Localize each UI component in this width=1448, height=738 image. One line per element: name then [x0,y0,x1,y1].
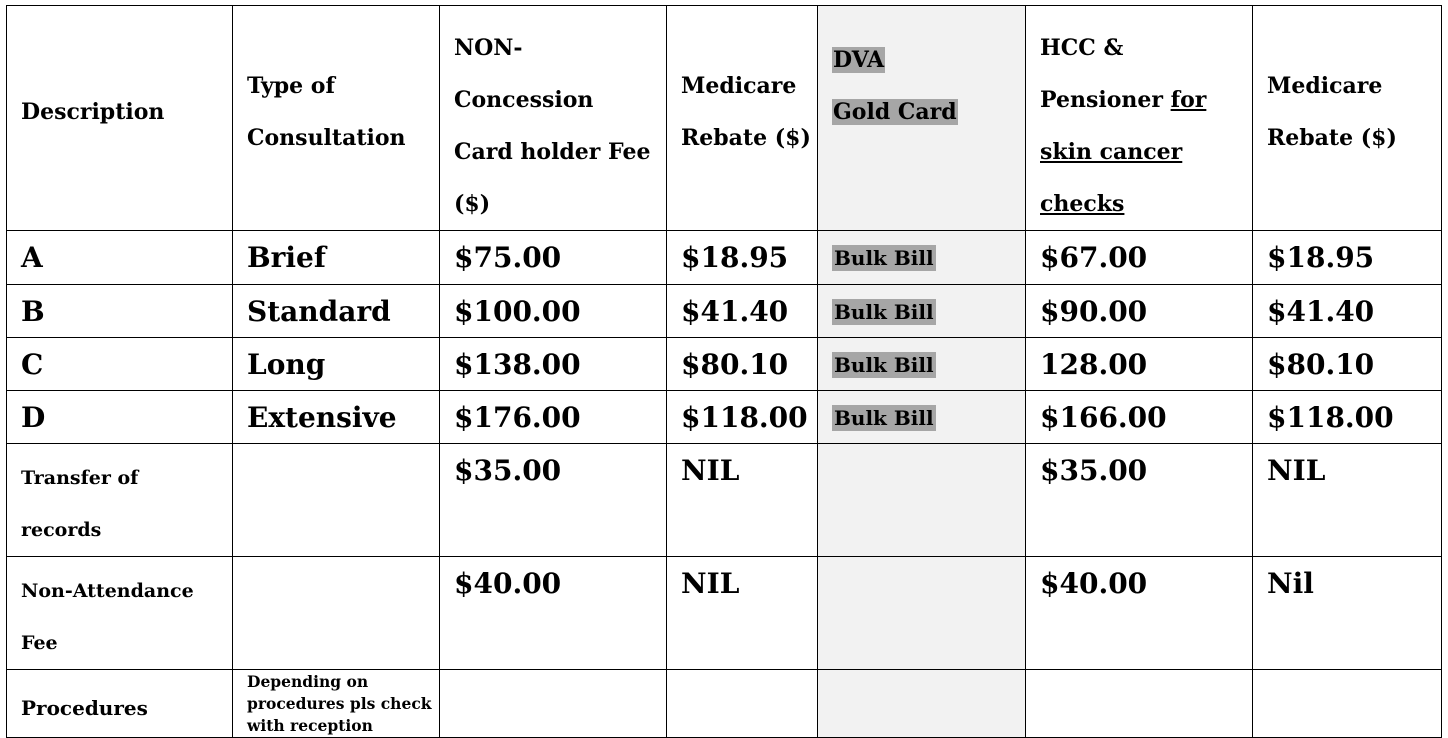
bulk-bill-badge: Bulk Bill [834,300,934,324]
row-rebate: $41.40 [667,285,818,338]
row-type: Long [233,338,440,391]
header-medicare-rebate-1: Medicare Rebate ($) [667,6,818,231]
row-type: Standard [233,285,440,338]
row-type: Depending on procedures pls check with reception [233,670,440,738]
row-dva-empty [818,444,1026,557]
row-rebate: $118.00 [667,391,818,444]
bulk-bill-badge: Bulk Bill [834,246,934,270]
row-rebate: $18.95 [667,231,818,285]
table-row-transfer [7,444,1442,557]
row-fee: $40.00 [440,557,667,670]
row-description: Transfer of records [7,444,233,557]
table-row [7,231,1442,285]
row-fee: $138.00 [440,338,667,391]
row-rebate-2: $118.00 [1253,391,1442,444]
header-non-concession-fee: NON- Concession Card holder Fee ($) [440,6,667,231]
row-type: Extensive [233,391,440,444]
row-hcc-empty [1026,670,1253,738]
row-description: D [7,391,233,444]
row-fee: $75.00 [440,231,667,285]
row-dva-empty [818,557,1026,670]
row-hcc-fee: $35.00 [1026,444,1253,557]
row-dva [818,231,1026,285]
row-fee: $176.00 [440,391,667,444]
row-fee: $35.00 [440,444,667,557]
row-description: C [7,338,233,391]
header-type-of-consultation: Type of Consultation [233,6,440,231]
table-row-procedures [7,670,1442,738]
row-hcc-fee: $166.00 [1026,391,1253,444]
row-rebate: NIL [667,444,818,557]
row-rebate-2: $80.10 [1253,338,1442,391]
header-medicare-rebate-2: Medicare Rebate ($) [1253,6,1442,231]
table-row [7,338,1442,391]
row-rebate: NIL [667,557,818,670]
row-type-empty [233,444,440,557]
row-dva [818,391,1026,444]
row-rebate-2: Nil [1253,557,1442,670]
row-hcc-fee: $90.00 [1026,285,1253,338]
row-hcc-fee: $67.00 [1026,231,1253,285]
row-rebate-2: NIL [1253,444,1442,557]
header-dva-gold-card: DVA Gold Card [818,6,1026,231]
row-hcc-fee: 128.00 [1026,338,1253,391]
bulk-bill-badge: Bulk Bill [834,406,934,430]
row-rebate-2: $41.40 [1253,285,1442,338]
row-fee-empty [440,670,667,738]
header-hcc-pensioner: HCC & Pensioner for skin cancer checks [1026,6,1253,231]
row-description: B [7,285,233,338]
header-description: Description [7,6,233,231]
row-fee: $100.00 [440,285,667,338]
table-row [7,285,1442,338]
row-dva [818,338,1026,391]
table-row [7,391,1442,444]
fee-table [6,5,1442,738]
row-rebate-empty [667,670,818,738]
row-type-empty [233,557,440,670]
row-type: Brief [233,231,440,285]
row-dva [818,285,1026,338]
header-row [7,6,1442,231]
bulk-bill-badge: Bulk Bill [834,353,934,377]
row-dva-empty [818,670,1026,738]
row-description: Non-Attendance Fee [7,557,233,670]
row-rebate-2: $18.95 [1253,231,1442,285]
row-rebate: $80.10 [667,338,818,391]
row-rebate-2-empty [1253,670,1442,738]
row-description: Procedures [7,670,233,738]
row-hcc-fee: $40.00 [1026,557,1253,670]
row-description: A [7,231,233,285]
table-row-non-attendance [7,557,1442,670]
